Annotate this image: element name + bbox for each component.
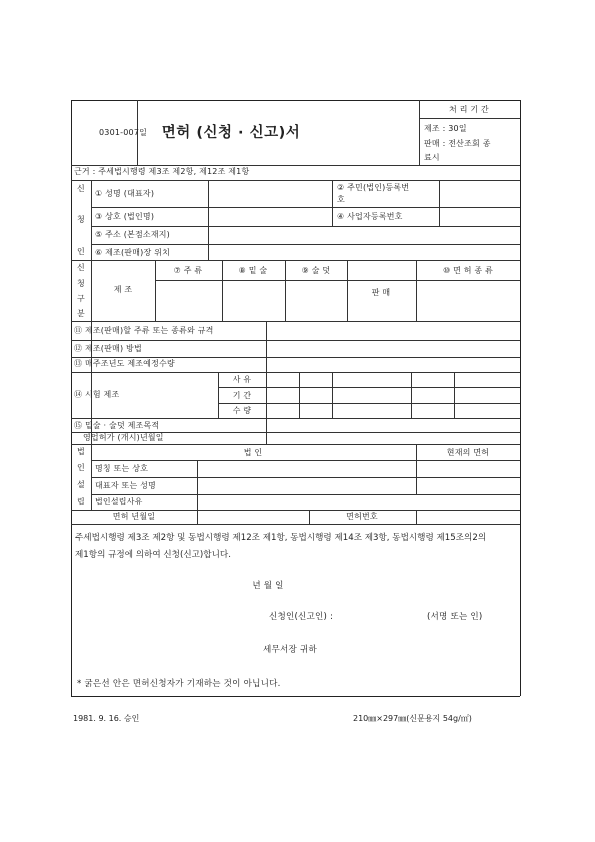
divider [332, 180, 333, 226]
starter-label: ⑨ 술 덧 [301, 266, 331, 275]
frame-right [520, 100, 521, 696]
corp-name-field[interactable] [198, 461, 415, 476]
yeast-label: ⑧ 밑 술 [238, 266, 268, 275]
divider [218, 372, 219, 418]
trade-name-label: ③ 상호 (법인명) [95, 212, 155, 221]
name-label: ① 성명 (대표자) [95, 189, 155, 198]
divider [71, 510, 520, 511]
bold-line-note: * 굵은선 안은 면허신청자가 기재하는 것이 아닙니다. [77, 679, 281, 689]
period-manufacture: 제조 : 30일 [424, 124, 467, 133]
liquor-kind-label: ⑦ 주 류 [173, 266, 203, 275]
frame-left [71, 100, 72, 696]
license-number-label: 면허번호 [346, 512, 378, 521]
divider [285, 260, 286, 321]
sales-label: 판 매 [371, 288, 391, 297]
divider [416, 510, 417, 524]
applicant-side-char: 신 [77, 184, 85, 193]
applicant-signature-label: 신청인(신고인) : [269, 612, 334, 622]
period-sales: 판매 : 전산조회 종 [424, 139, 491, 148]
processing-period-label: 처 리 기 간 [449, 105, 489, 114]
corporation-header: 법 인 [243, 448, 263, 457]
item-12-label: ⑫ 제조(판매) 방법 [74, 344, 142, 353]
divider [71, 357, 520, 358]
divider [454, 372, 455, 418]
corp-side-char: 인 [77, 463, 85, 472]
divider [71, 165, 520, 166]
category-side-char: 분 [77, 309, 85, 318]
manufacture-label: 제 조 [113, 285, 133, 294]
trial-period-label: 기 간 [232, 391, 252, 400]
divider [218, 403, 520, 404]
corp-side-char: 법 [77, 447, 85, 456]
corp-reason-field[interactable] [198, 495, 519, 509]
divider [218, 387, 520, 388]
applicant-side-char: 청 [77, 215, 85, 224]
paper-spec: 210㎜×297㎜(신문용지 54g/㎡) [353, 714, 472, 723]
divider [71, 260, 520, 261]
corp-side-char: 립 [77, 497, 85, 506]
divider [332, 372, 333, 418]
recipient-label: 세무서장 귀하 [263, 645, 317, 655]
frame-bottom [71, 696, 520, 697]
divider [416, 260, 417, 321]
license-application-form [71, 100, 520, 696]
item-14-label: ⑭ 시험 제조 [74, 390, 120, 399]
divider [266, 372, 267, 418]
trial-quantity-label: 수 량 [232, 406, 252, 415]
divider [419, 100, 420, 165]
location-label: ⑥ 제조(판매)장 위치 [95, 248, 170, 257]
item-11-field[interactable] [267, 322, 519, 339]
item-11-label: ⑪ 제조(판매)할 주류 또는 종류와 규격 [74, 326, 214, 335]
item-15-field[interactable] [267, 419, 519, 431]
business-date-label: 영업허가 (개시)년월일 [83, 433, 164, 442]
declaration-text: 주세법시행령 제3조 제2항 및 동법시행령 제12조 제1항, 동법시행령 제14조 제3항, 동법시행령 제15조의2의 제1항의 규정에 의하여 신청(신고)합니다. [75, 533, 487, 560]
corp-rep-label: 대표자 또는 성명 [95, 481, 156, 490]
divider [71, 372, 520, 373]
frame-top [71, 100, 520, 101]
divider [71, 444, 520, 445]
reg-no-label-cont: 호 [337, 195, 345, 204]
divider [155, 280, 520, 281]
license-date-label: 면허 년월일 [112, 512, 156, 521]
sign-or-seal-label: (서명 또는 인) [427, 612, 483, 622]
trial-reason-label: 사 유 [232, 375, 252, 384]
form-code: 0301-007일 [99, 128, 148, 137]
current-license-header: 현재의 면허 [446, 448, 490, 457]
divider [419, 118, 520, 119]
divider [222, 260, 223, 321]
location-field[interactable] [209, 245, 519, 259]
divider [197, 510, 198, 524]
approval-date: 1981. 9. 16. 승인 [73, 714, 140, 723]
category-side-char: 청 [77, 279, 85, 288]
corp-name-label: 명칭 또는 상호 [95, 464, 149, 473]
item-12-field[interactable] [267, 341, 519, 356]
page-title: 면허 (신청 · 신고)서 [161, 125, 301, 141]
corp-side-char: 설 [77, 480, 85, 489]
corp-reason-label: 법인설립사유 [95, 497, 143, 506]
divider [347, 260, 348, 321]
divider [309, 510, 310, 524]
divider [71, 524, 520, 525]
biz-no-label: ④ 사업자등록번호 [337, 212, 403, 221]
period-sales-cont: 료시 [424, 153, 440, 162]
divider [411, 372, 412, 418]
category-side-char: 신 [77, 263, 85, 272]
divider [299, 372, 300, 418]
trade-name-field[interactable] [209, 208, 331, 225]
category-side-char: 구 [77, 294, 85, 303]
biz-no-field[interactable] [440, 208, 519, 225]
address-field[interactable] [209, 227, 519, 243]
side-column-line [91, 180, 92, 444]
reg-no-label: ② 주민(법인)등록번 [337, 183, 410, 192]
application-date: 년 월 일 [252, 581, 284, 591]
reg-no-field[interactable] [440, 181, 519, 206]
license-type-label: ⑩ 면 허 종 류 [442, 266, 494, 275]
item-13-label: ⑬ 매주조년도 제조예정수량 [74, 359, 175, 368]
divider [155, 260, 156, 321]
divider [416, 444, 417, 494]
applicant-side-char: 인 [77, 247, 85, 256]
legal-basis: 근거 : 주세법시행령 제3조 제2항, 제12조 제1항 [74, 167, 250, 176]
name-field[interactable] [209, 181, 331, 206]
item-15-label: ⑮ 밑술 · 술덧 제조목적 [74, 421, 160, 430]
address-label: ⑤ 주소 (본점소재지) [95, 230, 170, 239]
corp-rep-field[interactable] [198, 478, 415, 493]
